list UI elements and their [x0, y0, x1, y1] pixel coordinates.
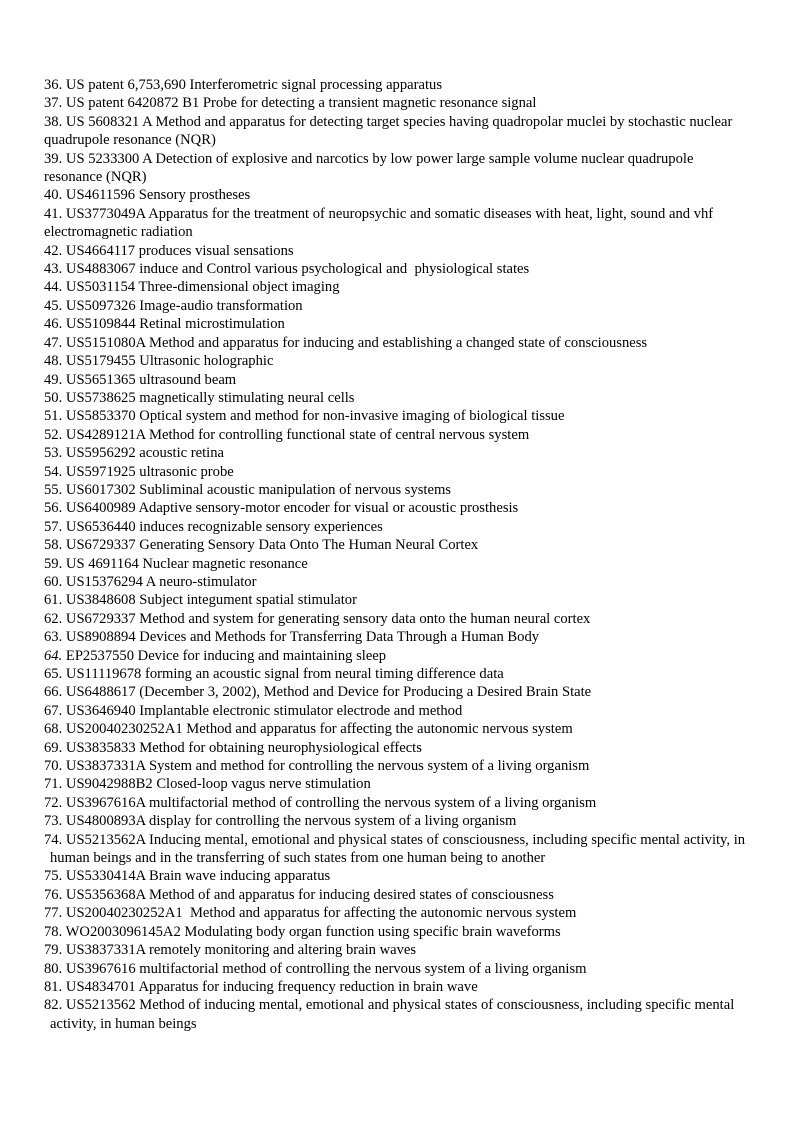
reference-entry	[44, 260, 754, 278]
entry-number: 52.	[44, 426, 63, 443]
entry-text: US5213562 Method of inducing mental, emotional and physical states of consciousness, including specific mental activity, in human beings	[50, 997, 738, 1032]
reference-entry	[44, 150, 754, 187]
reference-entry	[44, 444, 754, 462]
entry-number: 57.	[44, 518, 63, 535]
reference-entry	[44, 720, 754, 738]
entry-number: 66.	[44, 684, 63, 701]
entry-text: US patent 6420872 B1 Probe for detecting a transient magnetic resonance signal	[65, 95, 537, 112]
entry-text: US6488617 (December 3, 2002), Method and Device for Producing a Desired Brain State	[65, 684, 592, 701]
reference-entry	[44, 499, 754, 517]
entry-number: 67.	[44, 702, 63, 719]
entry-text: WO2003096145A2 Modulating body organ function using specific brain waveforms	[65, 923, 561, 940]
entry-text: US6400989 Adaptive sensory-motor encoder for visual or acoustic prosthesis	[65, 500, 519, 517]
entry-number: 68.	[44, 721, 63, 738]
entry-number: 56.	[44, 500, 63, 517]
entry-text: US3837331A System and method for controlling the nervous system of a living organism	[65, 758, 590, 775]
reference-entry	[44, 683, 754, 701]
entry-number: 62.	[44, 610, 63, 627]
entry-text: US20040230252A1 Method and apparatus for affecting the autonomic nervous system	[65, 721, 573, 738]
reference-entry	[44, 518, 754, 536]
entry-number: 65.	[44, 666, 63, 682]
entry-text: US6729337 Generating Sensory Data Onto The Human Neural Cortex	[65, 537, 479, 554]
reference-entry	[44, 573, 754, 591]
reference-entry	[44, 481, 754, 499]
reference-entry	[44, 867, 754, 885]
entry-number: 60.	[44, 573, 63, 590]
entry-text: US3837331A remotely monitoring and altering brain waves	[65, 942, 417, 959]
reference-entry	[44, 352, 754, 370]
entry-number: 45.	[44, 297, 63, 314]
entry-number: 63.	[44, 629, 63, 646]
entry-number: 74.	[44, 831, 63, 848]
entry-number: 44.	[44, 279, 63, 296]
entry-number: 59.	[44, 555, 63, 572]
reference-entry	[44, 923, 754, 941]
entry-number: 51.	[44, 408, 63, 425]
entry-text: US3835833 Method for obtaining neurophysiological effects	[65, 739, 422, 756]
entry-number: 50.	[44, 389, 63, 406]
entry-number: 69.	[44, 739, 63, 756]
entry-text: US5179455 Ultrasonic holographic	[65, 353, 274, 370]
entry-number: 77.	[44, 905, 63, 922]
entry-text: US6017302 Subliminal acoustic manipulation of nervous systems	[65, 481, 451, 498]
entry-text: US5956292 acoustic retina	[65, 445, 224, 462]
entry-text: US 5608321 A Method and apparatus for detecting target species having quadropolar muclei by stochastic nuclear quadrupole resonance (NQR)	[44, 113, 736, 149]
entry-number: 58.	[44, 537, 63, 554]
reference-entry	[44, 996, 754, 1033]
entry-text: US patent 6,753,690 Interferometric signal processing apparatus	[65, 77, 442, 93]
entry-text: US6536440 induces recognizable sensory experiences	[65, 518, 383, 535]
entry-number: 72.	[44, 794, 63, 811]
reference-list	[44, 76, 754, 1033]
entry-number: 78.	[44, 923, 63, 940]
entry-text: US5213562A Inducing mental, emotional and physical states of consciousness, including specific mental activity, in human beings and in the transferring of such states from one human being to another	[50, 831, 749, 867]
entry-number: 43.	[44, 261, 63, 278]
reference-entry	[44, 978, 754, 996]
entry-number: 61.	[44, 592, 63, 609]
entry-text: US4289121A Method for controlling functional state of central nervous system	[65, 426, 530, 443]
entry-text: US9042988B2 Closed-loop vagus nerve stimulation	[65, 776, 371, 793]
entry-text: EP2537550 Device for inducing and maintaining sleep	[65, 647, 387, 664]
reference-entry	[44, 941, 754, 959]
reference-entry	[44, 315, 754, 333]
reference-entry	[44, 371, 754, 389]
entry-number: 54.	[44, 463, 63, 480]
entry-text: US20040230252A1 Method and apparatus for affecting the autonomic nervous system	[65, 905, 577, 922]
entry-text: US15376294 A neuro-stimulator	[65, 573, 257, 590]
entry-number: 38.	[44, 113, 63, 130]
reference-entry	[44, 113, 754, 150]
reference-entry	[44, 389, 754, 407]
entry-number: 36.	[44, 77, 63, 93]
entry-text: US 4691164 Nuclear magnetic resonance	[65, 555, 308, 572]
reference-entry	[44, 591, 754, 609]
entry-number: 75.	[44, 868, 63, 885]
reference-entry	[44, 628, 754, 646]
reference-entry	[44, 297, 754, 315]
entry-number: 42.	[44, 242, 63, 259]
reference-entry	[44, 536, 754, 554]
entry-text: US5151080A Method and apparatus for inducing and establishing a changed state of consciousness	[65, 334, 648, 351]
reference-entry	[44, 647, 754, 665]
entry-text: US4800893A display for controlling the nervous system of a living organism	[65, 813, 517, 830]
entry-text: US5853370 Optical system and method for non-invasive imaging of biological tissue	[65, 408, 565, 425]
reference-entry	[44, 205, 754, 242]
reference-entry	[44, 794, 754, 812]
reference-entry	[44, 610, 754, 628]
reference-entry	[44, 702, 754, 720]
entry-number: 40.	[44, 187, 63, 204]
reference-entry	[44, 407, 754, 425]
entry-number: 39.	[44, 150, 63, 167]
entry-number: 79.	[44, 942, 63, 959]
entry-text: US 5233300 A Detection of explosive and narcotics by low power large sample volume nuclear quadrupole resonance (NQR)	[44, 150, 698, 186]
entry-number: 64.	[44, 647, 63, 664]
entry-text: US4834701 Apparatus for inducing frequency reduction in brain wave	[65, 978, 478, 995]
reference-entry	[44, 904, 754, 922]
entry-text: US3848608 Subject integument spatial stimulator	[65, 592, 357, 609]
entry-text: US5971925 ultrasonic probe	[65, 463, 234, 480]
entry-number: 47.	[44, 334, 63, 351]
entry-text: US8908894 Devices and Methods for Transferring Data Through a Human Body	[65, 629, 540, 646]
reference-entry	[44, 426, 754, 444]
reference-entry	[44, 186, 754, 204]
entry-number: 76.	[44, 886, 63, 903]
reference-entry	[44, 757, 754, 775]
entry-text: US11119678 forming an acoustic signal from neural timing difference data	[65, 666, 504, 682]
entry-number: 55.	[44, 481, 63, 498]
reference-entry	[44, 334, 754, 352]
entry-text: US4611596 Sensory prostheses	[65, 187, 251, 204]
reference-entry	[44, 739, 754, 757]
reference-entry	[44, 555, 754, 573]
reference-entry	[44, 94, 754, 112]
entry-text: US5109844 Retinal microstimulation	[65, 316, 285, 333]
entry-text: US4883067 induce and Control various psychological and physiological states	[65, 261, 530, 278]
entry-number: 71.	[44, 776, 63, 793]
reference-entry	[44, 242, 754, 260]
entry-text: US4664117 produces visual sensations	[65, 242, 294, 259]
entry-number: 37.	[44, 95, 63, 112]
reference-entry	[44, 812, 754, 830]
entry-text: US3967616 multifactorial method of controlling the nervous system of a living organism	[65, 960, 587, 977]
reference-entry	[44, 463, 754, 481]
reference-entry	[44, 886, 754, 904]
entry-number: 49.	[44, 371, 63, 388]
entry-number: 81.	[44, 978, 63, 995]
entry-text: US5651365 ultrasound beam	[65, 371, 237, 388]
entry-number: 48.	[44, 353, 63, 370]
entry-number: 46.	[44, 316, 63, 333]
reference-entry	[44, 665, 754, 683]
entry-number: 82.	[44, 997, 63, 1014]
reference-entry	[44, 831, 754, 868]
entry-text: US5097326 Image-audio transformation	[65, 297, 303, 314]
entry-number: 73.	[44, 813, 63, 830]
entry-text: US5031154 Three-dimensional object imaging	[65, 279, 340, 296]
entry-number: 53.	[44, 445, 63, 462]
entry-text: US5356368A Method of and apparatus for inducing desired states of consciousness	[65, 886, 554, 903]
reference-entry	[44, 278, 754, 296]
entry-text: US6729337 Method and system for generating sensory data onto the human neural cortex	[65, 610, 591, 627]
reference-entry	[44, 775, 754, 793]
entry-text: US5330414A Brain wave inducing apparatus	[65, 868, 331, 885]
entry-number: 41.	[44, 205, 63, 222]
entry-text: US3773049A Apparatus for the treatment of neuropsychic and somatic diseases with heat, light, sound and vhf electromagnetic radiation	[44, 205, 717, 241]
entry-number: 80.	[44, 960, 63, 977]
entry-text: US3646940 Implantable electronic stimulator electrode and method	[65, 702, 463, 719]
entry-number: 70.	[44, 758, 63, 775]
entry-text: US5738625 magnetically stimulating neural cells	[65, 389, 355, 406]
reference-entry	[44, 76, 754, 94]
reference-entry	[44, 960, 754, 978]
entry-text: US3967616A multifactorial method of controlling the nervous system of a living organism	[65, 794, 597, 811]
